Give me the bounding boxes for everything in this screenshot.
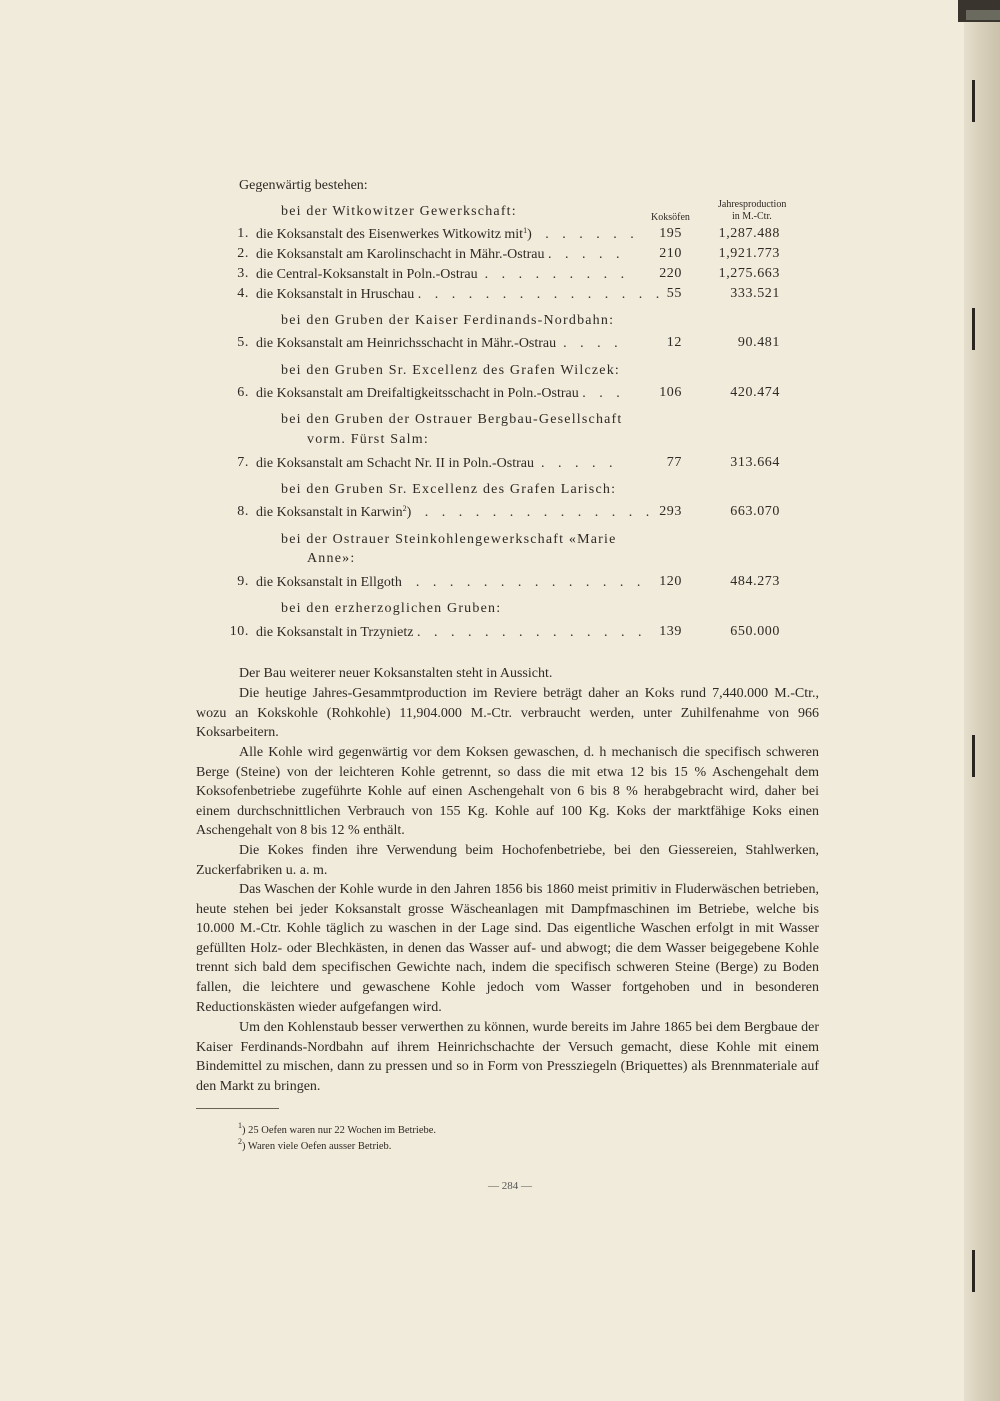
row-name: die Koksanstalt am Dreifaltigkeitsschacht in Poln.-Ostrau . . . [256, 386, 625, 401]
intro-line: Gegenwärtig bestehen: [239, 178, 368, 193]
group-heading-continued: Anne»: [307, 551, 356, 566]
column-header-koksoefen: Koksöfen [651, 212, 690, 223]
paragraph: Die Kokes finden ihre Verwendung beim Hochofenbetriebe, bei den Giessereien, Stahlwerken, Zuckerfabriken u. a. m. [196, 843, 819, 878]
row-name: die Koksanstalt in Ellgoth . . . . . . . . . . . . . . [256, 575, 646, 590]
row-production: 90.481 [737, 335, 780, 350]
row-koksoefen: 106 [659, 385, 682, 400]
row-production: 1,287.488 [718, 226, 780, 241]
group-heading-continued: vorm. Fürst Salm: [307, 432, 429, 447]
row-koksoefen: 220 [659, 266, 682, 281]
group-heading: bei den Gruben der Kaiser Ferdinands-Nordbahn: [281, 313, 615, 328]
corner-strip [966, 10, 1000, 20]
row-name: die Koksanstalt in Hruschau . . . . . . . . . . . . . . . [256, 287, 665, 302]
edge-marker [972, 1250, 975, 1292]
group-heading: bei den Gruben Sr. Excellenz des Grafen Wilczek: [281, 363, 621, 378]
row-production: 333.521 [730, 286, 780, 301]
row-number: 2. [237, 246, 249, 261]
row-production: 484.273 [730, 574, 780, 589]
row-koksoefen: 12 [666, 335, 682, 350]
paragraph: Um den Kohlenstaub besser verwerthen zu können, wurde bereits im Jahre 1865 bei dem Bergbaue der Kaiser Ferdinands-Nordbahn auf ihrem Heinrichschachte der Versuch gemacht, diese Kohle mit einem Bindemittel zu mischen, dann zu pressen und so in Form von Pressziegeln (Briquettes) als Brennmateriale auf den Markt zu bringen. [196, 1020, 819, 1094]
column-header-jahresproduction: Jahresproduction [718, 199, 787, 210]
row-number: 5. [237, 335, 249, 350]
row-production: 1,921.773 [718, 246, 780, 261]
row-number: 1. [237, 226, 249, 241]
row-number: 10. [229, 624, 249, 639]
footnote: $^2$) Waren viele Oefen ausser Betrieb. [238, 1137, 392, 1152]
row-name: die Koksanstalt am Heinrichsschacht in Mähr.-Ostrau . . . . [256, 336, 623, 351]
group-heading: bei der Witkowitzer Gewerkschaft: [281, 204, 517, 219]
group-heading: bei den Gruben der Ostrauer Bergbau-Gesellschaft [281, 412, 623, 427]
row-number: 8. [237, 504, 249, 519]
row-koksoefen: 77 [666, 455, 682, 470]
footnote-divider [196, 1108, 279, 1109]
row-production: 420.474 [730, 385, 780, 400]
page-number: — 284 — [488, 1180, 532, 1192]
row-name: die Central-Koksanstalt in Poln.-Ostrau . . . . . . . . . [256, 267, 630, 282]
paragraph: Die heutige Jahres-Gesammtproduction im Reviere beträgt daher an Koks rund 7,440.000 M.-Ctr., wozu an Kokskohle (Rohkohle) 11,904.000 M.-Ctr. verbraucht werden, unter Zuhilfenahme von 966 Koksarbeitern. [196, 686, 819, 741]
row-koksoefen: 139 [659, 624, 682, 639]
row-number: 4. [237, 286, 249, 301]
group-heading: bei den Gruben Sr. Excellenz des Grafen Larisch: [281, 482, 617, 497]
edge-marker [972, 735, 975, 777]
group-heading: bei den erzherzoglichen Gruben: [281, 601, 502, 616]
paragraph: Das Waschen der Kohle wurde in den Jahren 1856 bis 1860 meist primitiv in Fluderwäschen betrieben, heute stehen bei jeder Koksanstalt grosse Wäscheanlagen mit Dampfmaschinen im Betriebe, welche bis 10.000 M.-Ctr. Kohle täglich zu waschen in der Lage sind. Das eigentliche Waschen erfolgt in mit Wasser gefüllten Holz- oder Blechkästen, in denen das Wasser auf- und abwogt; die dem Wasser beigegebene Kohle trennt sich bald dem specifischen Gewichte nach, indem die specifisch schweren Steine (Berge) zu Boden fallen, die leichtere und gewaschene Kohle jedoch vom Wasser fortgehoben und in besonderen Reductionskästen wieder aufgefangen wird. [196, 882, 819, 1015]
row-name: die Koksanstalt am Karolinschacht in Mähr.-Ostrau . . . . . [256, 247, 625, 262]
group-heading: bei der Ostrauer Steinkohlengewerkschaft «Marie [281, 532, 617, 547]
row-koksoefen: 55 [666, 286, 682, 301]
row-name: die Koksanstalt am Schacht Nr. II in Poln.-Ostrau . . . . . [256, 456, 618, 471]
paragraph: Der Bau weiterer neuer Koksanstalten steht in Aussicht. [239, 666, 553, 681]
footnote: $^1$) 25 Oefen waren nur 22 Wochen im Betriebe. [238, 1121, 437, 1136]
column-header-unit: in M.-Ctr. [732, 211, 772, 222]
row-production: 663.070 [730, 504, 780, 519]
row-number: 6. [237, 385, 249, 400]
row-koksoefen: 210 [659, 246, 682, 261]
row-koksoefen: 293 [659, 504, 682, 519]
paragraph: Alle Kohle wird gegenwärtig vor dem Koksen gewaschen, d. h mechanisch die specifisch schweren Berge (Steine) von der leichteren Kohle getrennt, so dass die mit etwa 12 bis 15 % Aschengehalt dem Koksofenbetriebe zugeführte Kohle auf einen Aschengehalt von 6 bis 8 % herabgebracht wird, daher bei einem durchschnittlichen Verbrauch von 155 Kg. Kohle auf 100 Kg. Koks der marktfähige Koks einen Aschengehalt von 8 bis 12 % enthält. [196, 745, 819, 839]
row-number: 9. [237, 574, 249, 589]
row-name: die Koksanstalt in Trzynietz . . . . . . . . . . . . . . [256, 625, 647, 640]
row-koksoefen: 120 [659, 574, 682, 589]
edge-marker [972, 308, 975, 350]
row-production: 650.000 [730, 624, 780, 639]
row-name: die Koksanstalt in Karwin$^2$) . . . . . . . . . . . . . . [256, 504, 655, 520]
edge-marker [972, 80, 975, 122]
row-number: 3. [237, 266, 249, 281]
row-production: 313.664 [730, 455, 780, 470]
binding-edge [964, 0, 1000, 1401]
row-name: die Koksanstalt des Eisenwerkes Witkowitz mit$^1$) . . . . . . [256, 226, 639, 242]
row-number: 7. [237, 455, 249, 470]
row-production: 1,275.663 [718, 266, 780, 281]
row-koksoefen: 195 [659, 226, 682, 241]
